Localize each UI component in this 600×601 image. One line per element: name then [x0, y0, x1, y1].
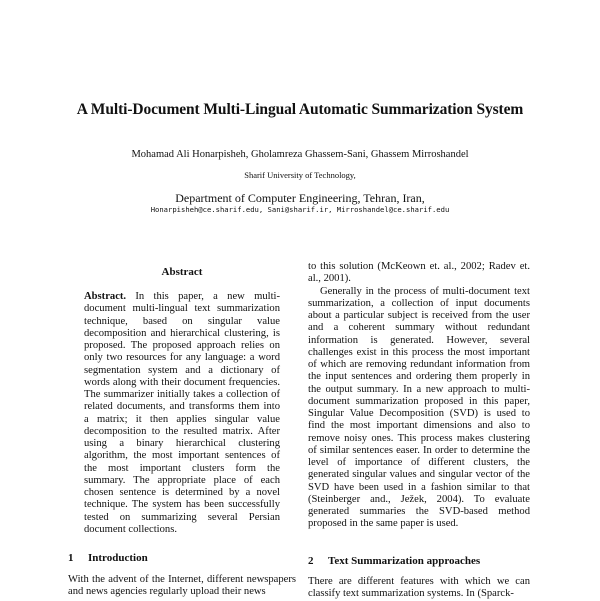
abstract-text: In this paper, a new multi-document multi-lingual text summarization technique, based on singular value decomposition and hierarchical clustering, is proposed. The proposed approach relies on only two resources for any language: a word segmentation system and a dictionary of words along with their document frequencies. The summarizer initially takes a collection of related documents, and transforms them into a matrix; it then applies singular value decomposition to the resulted matrix. After using a binary hierarchical clustering algorithm, the most important sentences of the most important clusters form the summary. The appropriate place of each chosen sentence is determined by a novel technique. The system has been successfully tested on summarizing several Persian document collections. — [84, 291, 280, 535]
section-1-title: Introduction — [88, 552, 148, 564]
section-1-number: 1 — [68, 552, 74, 564]
section-1-body — [68, 574, 296, 599]
paper-title: A Multi-Document Multi-Lingual Automatic Summarization System — [76, 101, 524, 118]
abstract-heading: Abstract — [161, 266, 203, 278]
paper-authors: Mohamad Ali Honarpisheh, Gholamreza Ghassem-Sani, Ghassem Mirroshandel — [131, 149, 469, 160]
right-para-1: to this solution (McKeown et. al., 2002; Radev et. al., 2001). — [308, 261, 530, 285]
section-1-heading — [68, 552, 148, 564]
abstract-body — [84, 291, 280, 536]
paper-department: Department of Computer Engineering, Tehran, Iran, — [175, 191, 425, 205]
right-para-2: Generally in the process of multi-document text summarization, a collection of input documents about a particular subject is received from the user and a coherent summary without redundant information is generated. However, several challenges exist in this process the most important of which are removing redundant information from the input sentences and ordering them properly in the output summary. In a new approach to multi-document summarization proposed in this paper, Singular Value Decomposition (SVD) is used to find the most important dimensions and also to remove noisy ones. This process makes clustering of similar sentences easer. In order to determine the level of importance of different clusters, the generated singular values and singular vector of the SVD have been used in a fashion similar to that (Steinberger and., Ježek, 2004). To evaluate generated summaries the SVD-based method proposed in the same paper is used. — [308, 285, 530, 530]
paper-emails: Honarpisheh@ce.sharif.edu, Sani@sharif.ir, Mirroshandel@ce.sharif.edu — [150, 205, 450, 214]
section-2-body — [308, 576, 530, 601]
right-column-body — [308, 261, 530, 531]
section-2-text: There are different features with which we can classify text summarization systems. In (Sparck- — [308, 576, 530, 600]
section-1-text: With the advent of the Internet, different newspapers and news agencies regularly upload their news — [68, 574, 296, 598]
section-2-title: Text Summarization approaches — [328, 555, 481, 567]
section-2-number: 2 — [308, 555, 314, 567]
paper-affiliation: Sharif University of Technology, — [244, 170, 356, 180]
abstract-lead: Abstract. — [84, 291, 127, 302]
section-2-heading — [308, 555, 480, 567]
